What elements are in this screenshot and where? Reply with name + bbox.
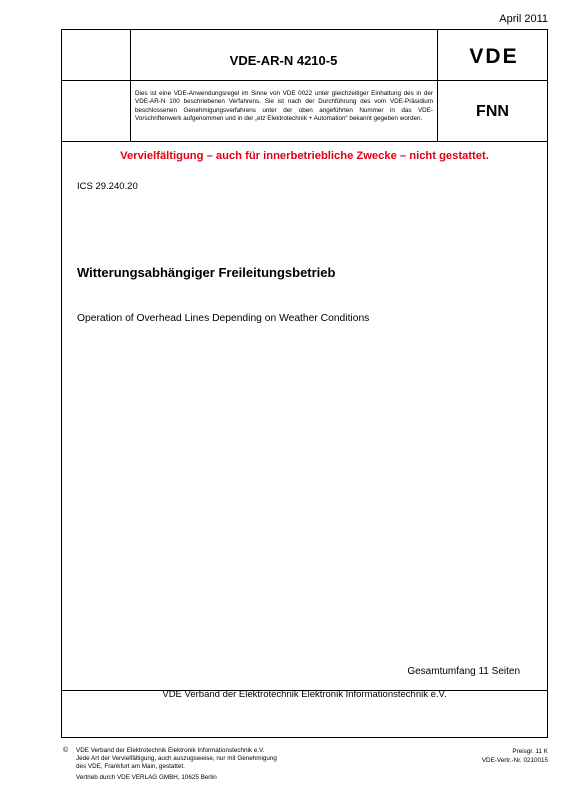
price-group: Preisgr. 11 K	[512, 748, 548, 755]
ics-code: ICS 29.240.20	[77, 181, 138, 192]
copyright-line: des VDE, Frankfurt am Main, gestattet.	[76, 763, 185, 771]
document-frame	[61, 29, 548, 738]
copyright-notice	[76, 747, 336, 782]
document-title-english: Operation of Overhead Lines Depending on Weather Conditions	[77, 313, 370, 324]
header-right-divider	[437, 30, 438, 141]
document-title-german: Witterungsabhängiger Freileitungsbetrieb	[77, 265, 336, 280]
price-info	[420, 747, 548, 765]
publisher-name: VDE Verband der Elektrotechnik Elektronik Informationstechnik e.V.	[162, 689, 447, 700]
header-divider	[62, 80, 547, 81]
document-number: VDE-AR-N 4210-5	[229, 53, 338, 68]
order-number: VDE-Vertr.-Nr. 0210015	[481, 757, 548, 765]
header-left-divider	[130, 30, 131, 141]
copy-warning: Vervielfältigung – auch für innerbetriebliche Zwecke – nicht gestattet.	[120, 150, 489, 162]
header-bottom-line	[62, 141, 547, 142]
distribution-line: Vertrieb durch VDE VERLAG GMBH, 10625 Berlin	[76, 774, 217, 782]
copyright-icon: ©	[63, 747, 69, 754]
approval-note: Dies ist eine VDE-Anwendungsregel im Sinne von VDE 0022 unter gleichzeitiger Einhaltung des in der VDE-AR-N 100 beschriebenen Verfahrens. Sie ist nach der Durchführung des vom VDE-Präsidium beschlossenen Genehmigungsverfahrens unter der oben angeführten Nummer in das VDE-Vorschriftenwerk aufgenommen und in der „etz Elektrotechnik + Automation“ bekannt gegeben worden.	[135, 90, 433, 122]
vde-logo	[449, 45, 539, 67]
svg-text:VDE: VDE	[469, 45, 519, 67]
copyright-line: Jede Art der Vervielfältigung, auch auszugsweise, nur mit Genehmigung	[76, 755, 277, 763]
copyright-line: VDE Verband der Elektrotechnik Elektronik Informationstechnik e.V.	[76, 747, 265, 754]
committee-label: FNN	[476, 103, 509, 120]
publication-date: April 2011	[499, 13, 548, 25]
total-pages: Gesamtumfang 11 Seiten	[407, 666, 520, 677]
